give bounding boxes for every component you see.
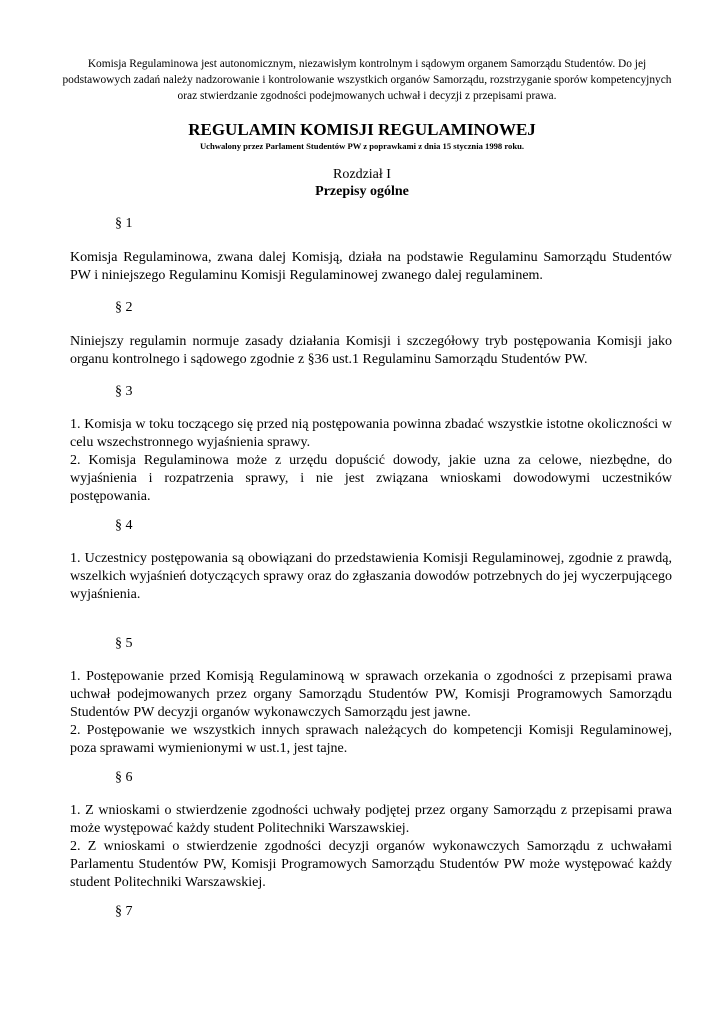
section-body [70, 802, 672, 892]
section-body [70, 668, 672, 758]
document-title: REGULAMIN KOMISJI REGULAMINOWEJ [188, 120, 536, 139]
section-mark: § 5 [115, 636, 133, 651]
section-paragraph: 1. Z wnioskami o stwierdzenie zgodności uchwały podjętej przez organy Samorządu z przepisami prawa może występować każdy student Politechniki Warszawskiej. [70, 803, 672, 836]
chapter-title: Przepisy ogólne [315, 184, 409, 199]
section-paragraph: 1. Postępowanie przed Komisją Regulaminową w sprawach orzekania o zgodności z przepisami prawa uchwał podejmowanych przez organy Samorządu Studentów PW, Komisji Programowych Samorządu Studentów PW decyzji organów wykonawczych Samorządu jest jawne. [70, 669, 672, 720]
section-body [70, 249, 672, 285]
section-paragraph: 2. Komisja Regulaminowa może z urzędu dopuścić dowody, jakie uzna za celowe, niezbędne, do wyjaśnienia i rozpatrzenia sprawy, i nie jest związana wnioskami dowodowymi uczestników postępowania. [70, 453, 672, 504]
section-paragraph: 2. Postępowanie we wszystkich innych sprawach należących do kompetencji Komisji Regulaminowej, poza sprawami wymienionymi w ust.1, jest tajne. [70, 723, 672, 756]
section-mark: § 2 [115, 300, 133, 315]
section-paragraph: 1. Uczestnicy postępowania są obowiązani do przedstawienia Komisji Regulaminowej, zgodnie z prawdą, wszelkich wyjaśnień dotyczących sprawy oraz do zgłaszania dowodów potrzebnych do jej wyczerpującego wyjaśnienia. [70, 551, 672, 602]
section-paragraph: Niniejszy regulamin normuje zasady działania Komisji i szczegółowy tryb postępowania Komisji jako organu kontrolnego i sądowego zgodnie z §36 ust.1 Regulaminu Samorządu Studentów PW. [70, 334, 672, 367]
section-body [70, 416, 672, 506]
section-mark: § 1 [115, 216, 133, 231]
section-body [70, 550, 672, 604]
section-mark: § 6 [115, 770, 133, 785]
chapter-label: Rozdział I [333, 167, 391, 182]
section-mark: § 7 [115, 904, 133, 919]
section-body [70, 333, 672, 369]
section-paragraph: Komisja Regulaminowa, zwana dalej Komisją, działa na podstawie Regulaminu Samorządu Studentów PW i niniejszego Regulaminu Komisji Regulaminowej zwanego dalej regulaminem. [70, 250, 672, 283]
section-mark: § 3 [115, 384, 133, 399]
document-subtitle: Uchwalony przez Parlament Studentów PW z poprawkami z dnia 15 stycznia 1998 roku. [199, 141, 525, 151]
section-mark: § 4 [115, 518, 133, 533]
section-paragraph: 1. Komisja w toku toczącego się przed nią postępowania powinna zbadać wszystkie istotne okoliczności w celu wszechstronnego wyjaśnienia sprawy. [70, 417, 672, 450]
title-block [0, 120, 724, 201]
intro-text: Komisja Regulaminowa jest autonomicznym, niezawisłym kontrolnym i sądowym organem Samorządu Studentów. Do jej podstawowych zadań należy nadzorowanie i kontrolowanie wszystkich organów Samorządu, rozstrzyganie sporów kompetencyjnych oraz stwierdzanie zgodności podejmowanych uchwał i decyzji z przepisami prawa. [62, 58, 672, 102]
section-paragraph: 2. Z wnioskami o stwierdzenie zgodności decyzji organów wykonawczych Samorządu z uchwałami Parlamentu Studentów PW, Komisji Programowych Samorządu Studentów PW może występować każdy student Politechniki Warszawskiej. [70, 839, 672, 890]
